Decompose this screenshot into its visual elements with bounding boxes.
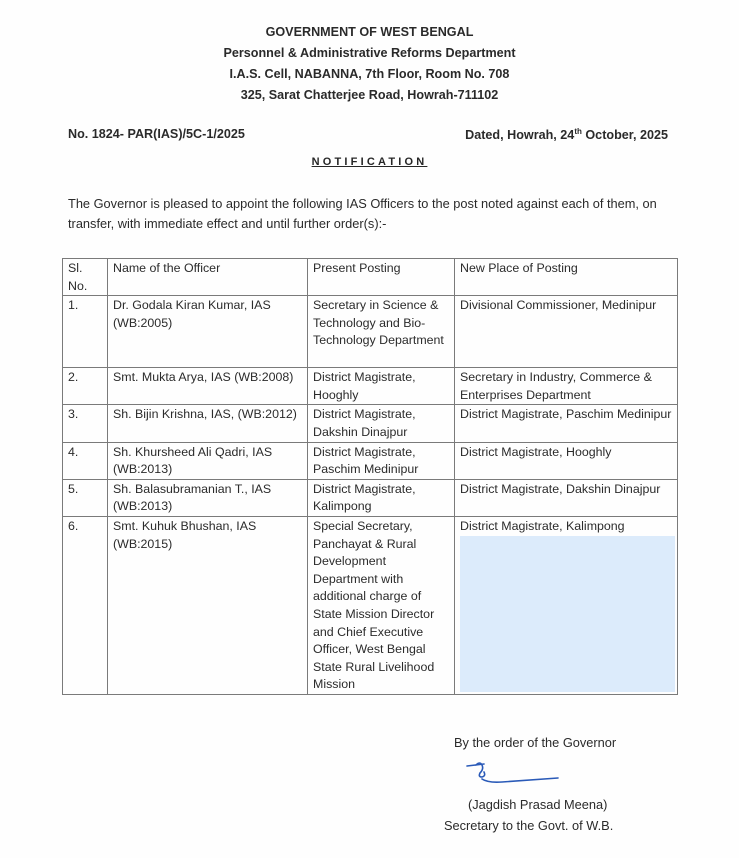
sl-no: 6. (63, 516, 108, 694)
header-present-posting: Present Posting (308, 259, 455, 296)
present-posting: District Magistrate, Dakshin Dinajpur (308, 405, 455, 442)
office-address: I.A.S. Cell, NABANNA, 7th Floor, Room No. 708 (229, 67, 510, 81)
table-row (63, 405, 678, 442)
header-sl-no: Sl. No. (63, 259, 108, 296)
table-row (63, 296, 678, 368)
transfer-table (62, 258, 678, 695)
new-posting (455, 516, 678, 694)
sl-no: 3. (63, 405, 108, 442)
signature-mark-icon (462, 757, 562, 791)
table-row (63, 479, 678, 516)
table-header-row (63, 259, 678, 296)
table-row (63, 368, 678, 405)
signatory-designation: Secretary to the Govt. of W.B. (444, 818, 614, 833)
memo-date: Dated, Howrah, 24th October, 2025 (465, 127, 668, 143)
present-posting: Special Secretary, Panchayat & Rural Development Department with additional charge of State Mission Director and Chief Executive Officer, West Bengal State Rural Livelihood Mission (308, 516, 455, 694)
highlight-region (460, 536, 675, 692)
order-line: By the order of the Governor (454, 735, 617, 750)
new-posting: District Magistrate, Hooghly (455, 442, 678, 479)
new-posting-text: District Magistrate, Kalimpong (460, 518, 625, 533)
officer-name: Sh. Balasubramanian T., IAS (WB:2013) (108, 479, 308, 516)
officer-name: Smt. Mukta Arya, IAS (WB:2008) (108, 368, 308, 405)
present-posting: District Magistrate, Kalimpong (308, 479, 455, 516)
govt-name: GOVERNMENT OF WEST BENGAL (265, 25, 474, 39)
table-row (63, 516, 678, 694)
present-posting: District Magistrate, Hooghly (308, 368, 455, 405)
officer-name: Sh. Bijin Krishna, IAS, (WB:2012) (108, 405, 308, 442)
header-officer-name: Name of the Officer (108, 259, 308, 296)
department-name: Personnel & Administrative Reforms Department (223, 46, 516, 60)
present-posting: Secretary in Science & Technology and Bio-Technology Department (308, 296, 455, 368)
new-posting: District Magistrate, Paschim Medinipur (455, 405, 678, 442)
sl-no: 4. (63, 442, 108, 479)
table-row (63, 442, 678, 479)
new-posting: Secretary in Industry, Commerce & Enterprises Department (455, 368, 678, 405)
officer-name: Sh. Khursheed Ali Qadri, IAS (WB:2013) (108, 442, 308, 479)
new-posting: District Magistrate, Dakshin Dinajpur (455, 479, 678, 516)
new-posting: Divisional Commissioner, Medinipur (455, 296, 678, 368)
memo-number: No. 1824- PAR(IAS)/5C-1/2025 (68, 127, 245, 141)
sl-no: 2. (63, 368, 108, 405)
intro-paragraph: The Governor is pleased to appoint the following IAS Officers to the post noted against each of them, on transfer, with immediate effect and until further order(s):- (68, 196, 657, 231)
signatory-name: (Jagdish Prasad Meena) (468, 797, 608, 812)
officer-name: Smt. Kuhuk Bhushan, IAS (WB:2015) (108, 516, 308, 694)
sl-no: 5. (63, 479, 108, 516)
notification-title: NOTIFICATION (311, 156, 428, 168)
officer-name: Dr. Godala Kiran Kumar, IAS (WB:2005) (108, 296, 308, 368)
street-address: 325, Sarat Chatterjee Road, Howrah-711102 (240, 88, 499, 102)
sl-no: 1. (63, 296, 108, 368)
header-new-posting: New Place of Posting (455, 259, 678, 296)
present-posting: District Magistrate, Paschim Medinipur (308, 442, 455, 479)
